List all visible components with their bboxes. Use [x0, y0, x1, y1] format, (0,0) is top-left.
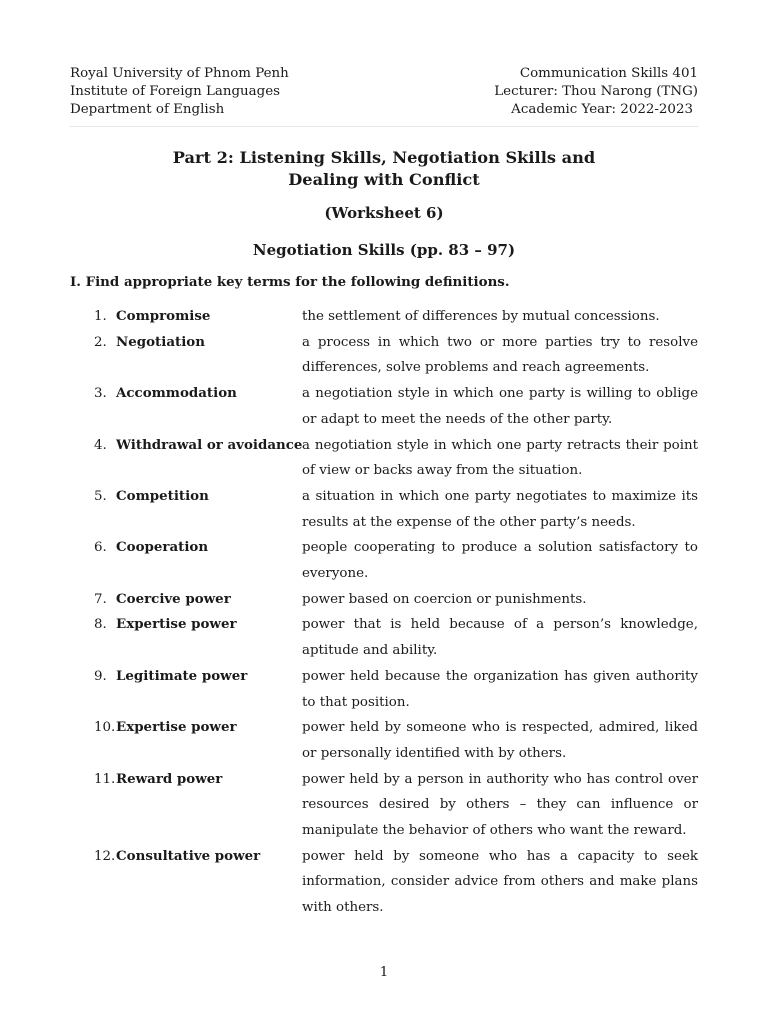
item-number-text: 11. [94, 771, 116, 787]
item-definition: a process in which two or more parties try to resolve differences, solve problems and reach agreements. [302, 334, 698, 376]
title-line-2: Dealing with Conflict [288, 170, 480, 189]
header-course-info [480, 65, 698, 119]
list-item [70, 664, 698, 715]
item-number [70, 664, 116, 715]
item-term: Cooperation [116, 539, 209, 556]
header-university: Royal University of Phnom Penh [70, 66, 289, 81]
item-term: Competition [116, 487, 209, 504]
item-term: Coercive power [116, 590, 231, 607]
item-number [70, 484, 116, 535]
item-term: Legitimate power [116, 667, 248, 684]
worksheet-label: (Worksheet 6) [324, 204, 444, 222]
definitions-list [70, 304, 698, 921]
item-number [70, 535, 116, 586]
header-institute: Institute of Foreign Languages [70, 84, 281, 99]
list-item [70, 535, 698, 586]
item-number-text: 10. [94, 720, 116, 736]
item-definition: power that is held because of a person’s knowledge, aptitude and ability. [302, 617, 698, 659]
item-number [70, 587, 116, 613]
page-title [0, 147, 768, 191]
item-number [70, 767, 116, 844]
item-term: Accommodation [116, 385, 237, 402]
item-number-text: 12. [94, 848, 116, 864]
item-definition: the settlement of differences by mutual concessions. [302, 309, 660, 324]
item-number [70, 844, 116, 921]
list-item [70, 304, 698, 330]
page-number: 1 [379, 965, 389, 980]
item-definition: power held by someone who is respected, admired, liked or personally identified with by others. [302, 720, 698, 761]
item-term: Withdrawal or avoidance [116, 436, 303, 453]
item-term: Expertise power [116, 616, 237, 633]
item-number-text: 5. [94, 488, 107, 504]
item-number-text: 6. [94, 540, 107, 556]
item-definition: a negotiation style in which one party retracts their point of view or backs away from the situation. [302, 437, 698, 479]
item-definition: people cooperating to produce a solution satisfactory to everyone. [302, 540, 698, 582]
item-definition: a situation in which one party negotiates to maximize its results at the expense of the other party’s needs. [302, 488, 698, 530]
header-academic-year: Academic Year: 2022-2023 [511, 102, 693, 117]
item-definition: power based on coercion or punishments. [302, 591, 587, 607]
header-course: Communication Skills 401 [519, 66, 698, 81]
item-term: Negotiation [116, 333, 205, 350]
list-item [70, 767, 698, 844]
item-term: Compromise [116, 308, 211, 324]
list-item [70, 844, 698, 921]
item-number-text: 1. [94, 309, 107, 324]
list-item [70, 381, 698, 432]
item-number-text: 7. [94, 591, 107, 607]
item-number [70, 381, 116, 432]
list-item [70, 587, 698, 613]
item-definition: power held by a person in authority who has control over resources desired by others – they can influence or manipulate the behavior of others who want the reward. [302, 771, 698, 839]
item-number-text: 4. [94, 437, 107, 453]
item-number-text: 8. [94, 617, 107, 633]
item-term: Consultative power [116, 847, 261, 864]
item-number [70, 304, 116, 330]
item-definition: power held because the organization has given authority to that position. [302, 668, 698, 710]
list-item [70, 330, 698, 381]
item-number [70, 433, 116, 484]
item-number-text: 9. [94, 668, 107, 684]
list-item [70, 612, 698, 663]
item-number-text: 2. [94, 334, 107, 350]
item-number-text: 3. [94, 386, 107, 402]
item-term: Expertise power [116, 719, 237, 736]
item-definition: power held by someone who has a capacity to seek information, consider advice from others and make plans with others. [302, 848, 698, 916]
item-number [70, 330, 116, 381]
instruction-heading: I. Find appropriate key terms for the following definitions. [70, 274, 510, 290]
section-subtitle: Negotiation Skills (pp. 83 – 97) [252, 241, 516, 259]
header-divider [70, 126, 698, 127]
header-institution [70, 65, 289, 119]
item-number [70, 715, 116, 766]
list-item [70, 433, 698, 484]
title-line-1: Part 2: Listening Skills, Negotiation Skills and [172, 148, 596, 167]
list-item [70, 484, 698, 535]
header-lecturer: Lecturer: Thou Narong (TNG) [494, 84, 698, 99]
header-department: Department of English [70, 102, 225, 117]
list-item [70, 715, 698, 766]
item-definition: a negotiation style in which one party is willing to oblige or adapt to meet the needs of the other party. [302, 386, 698, 427]
item-term: Reward power [116, 770, 223, 787]
item-number [70, 612, 116, 663]
